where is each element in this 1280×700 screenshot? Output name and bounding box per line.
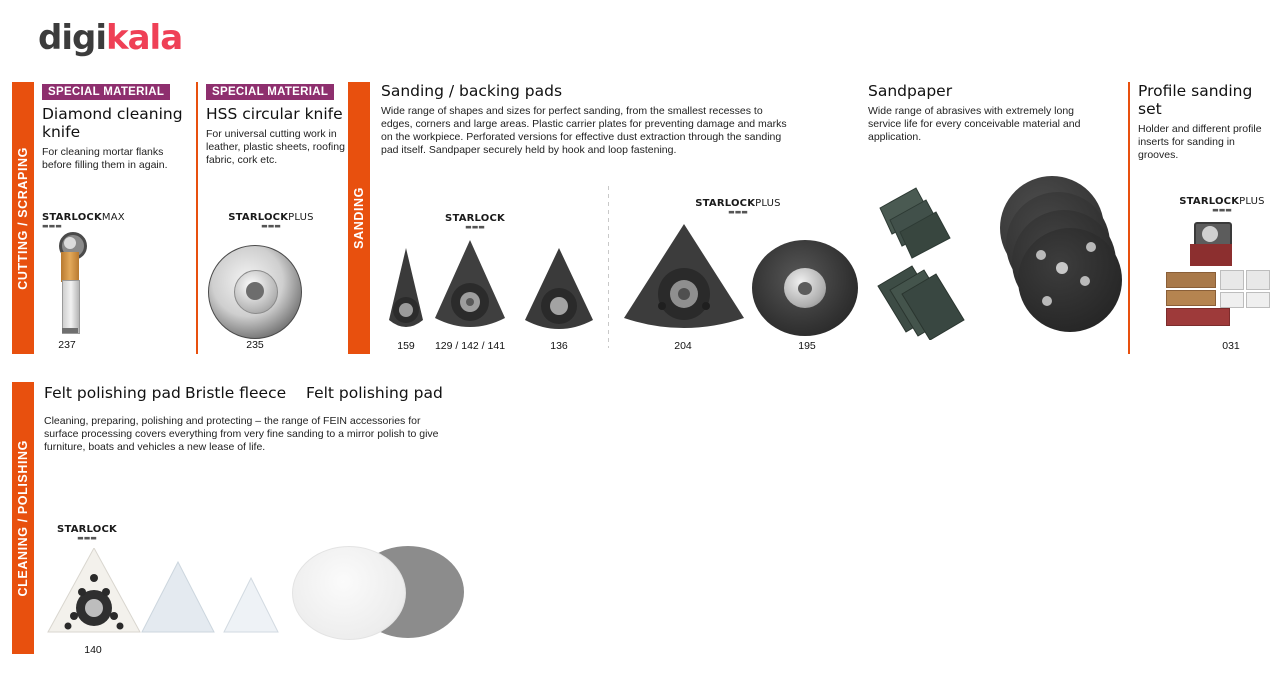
- sandpaper-sheets-shape: [872, 180, 1002, 340]
- image-diamond-cleaning-knife: [52, 232, 88, 334]
- title-bristle-fleece: Bristle fleece: [185, 384, 287, 402]
- divider-vertical-2: [1128, 82, 1130, 354]
- panel-hss-circular-knife: [206, 82, 346, 167]
- badge-starlock-1: [440, 213, 510, 231]
- badge-starlock-plus-1: [206, 212, 336, 230]
- number-136: 136: [550, 340, 568, 352]
- number-235: 235: [246, 339, 264, 351]
- panel-profile-sanding-set: [1138, 82, 1278, 162]
- badge-starlock-1-text: STARLOCK: [445, 213, 505, 224]
- rail-cutting-scraping-label: CUTTING / SCRAPING: [16, 146, 30, 290]
- number-031: 031: [1222, 340, 1240, 352]
- rail-sanding: [348, 82, 370, 354]
- number-204: 204: [674, 340, 692, 352]
- badge-starlock-max-mark: ▬▬▬: [42, 222, 62, 230]
- desc-sandpaper: Wide range of abrasives with extremely long service life for every conceivable material and application.: [868, 105, 1081, 143]
- image-sandpaper-sheets: [872, 180, 1002, 340]
- badge-starlock-plus-2-suffix: PLUS: [755, 198, 781, 209]
- image-profile-sanding-set: [1160, 222, 1278, 334]
- panel-diamond-cleaning-knife: [42, 82, 190, 172]
- badge-starlock-max-text: STARLOCK: [42, 212, 102, 223]
- divider-vertical-1: [196, 82, 198, 354]
- rail-cleaning-polishing: [12, 382, 34, 654]
- image-pad-195: [752, 240, 862, 336]
- image-sandpaper-discs: [1000, 176, 1124, 340]
- badge-starlock-plus-1-text: STARLOCK: [228, 212, 289, 223]
- badge-starlock-plus-2-text: STARLOCK: [695, 198, 756, 209]
- title-hss-circular-knife: HSS circular knife: [206, 105, 343, 123]
- logo-text-primary: digi: [38, 18, 106, 58]
- badge-starlock-2-text: STARLOCK: [57, 524, 117, 535]
- badge-starlock-max-suffix: MAX: [101, 212, 125, 223]
- panel-sandpaper: [868, 82, 1083, 144]
- image-hss-circular-knife: [208, 240, 308, 340]
- image-pad-140: [44, 548, 144, 640]
- digikala-logo: [38, 18, 182, 58]
- image-bristle-fleece-small: [222, 576, 280, 636]
- number-237: 237: [58, 339, 76, 351]
- badge-starlock-max: [42, 212, 152, 230]
- pad-140-shape: [44, 548, 144, 640]
- rail-sanding-label: SANDING: [352, 187, 366, 249]
- badge-starlock-plus-3-suffix: PLUS: [1239, 196, 1265, 207]
- image-bristle-fleece-large: [140, 560, 216, 636]
- title-sandpaper: Sandpaper: [868, 82, 953, 100]
- number-195: 195: [798, 340, 816, 352]
- badge-starlock-plus-2-mark: ▬▬▬: [728, 208, 748, 216]
- number-159: 159: [397, 340, 415, 352]
- badge-starlock-2: [52, 524, 122, 542]
- desc-profile-sanding-set: Holder and different profile inserts for sanding in grooves.: [1138, 123, 1262, 161]
- fleece-small-shape: [222, 576, 280, 636]
- number-140: 140: [84, 644, 102, 656]
- pad-136-shape: [521, 248, 597, 336]
- number-129-142-141: 129 / 142 / 141: [434, 340, 506, 352]
- image-felt-pad-white: [292, 546, 406, 640]
- badge-starlock-1-mark: ▬▬▬: [465, 223, 485, 231]
- tag-special-material-2: SPECIAL MATERIAL: [206, 84, 334, 100]
- divider-dashed-sanding: [608, 186, 609, 348]
- title-sanding-backing-pads: Sanding / backing pads: [381, 82, 563, 100]
- logo-text-secondary: kala: [105, 18, 183, 58]
- tag-special-material-1: SPECIAL MATERIAL: [42, 84, 170, 100]
- desc-hss-circular-knife: For universal cutting work in leather, plastic sheets, roofing fabric, cork etc.: [206, 128, 345, 166]
- title-diamond-cleaning-knife: Diamond cleaning knife: [42, 105, 183, 141]
- badge-starlock-plus-3: [1172, 196, 1272, 214]
- fleece-large-shape: [140, 560, 216, 636]
- rail-cutting-scraping: [12, 82, 34, 354]
- desc-cleaning-polishing: Cleaning, preparing, polishing and protecting – the range of FEIN accessories for surface processing covers everything from very fine sanding to a mirror polish to give furniture, boats and vehicles a new lease of life.: [44, 415, 439, 453]
- title-felt-polishing-pad-2: Felt polishing pad: [306, 384, 443, 402]
- pad-204-shape: [620, 224, 748, 336]
- image-pad-129-142-141: [431, 240, 509, 334]
- badge-starlock-plus-1-suffix: PLUS: [288, 212, 314, 223]
- image-pad-204: [620, 224, 748, 336]
- badge-starlock-plus-3-text: STARLOCK: [1179, 196, 1240, 207]
- badge-starlock-2-mark: ▬▬▬: [77, 534, 97, 542]
- badge-starlock-plus-1-mark: ▬▬▬: [261, 222, 281, 230]
- desc-sanding-backing-pads: Wide range of shapes and sizes for perfect sanding, from the smallest recesses to edges, corners and large areas. Plastic carrier plates for preventing damage and marks on the workpiece. Perforated versions for effective dust extraction through the sanding pad itself. Sandpaper securely held by hook and loop fastening.: [381, 105, 787, 156]
- image-pad-159: [383, 248, 429, 334]
- panel-sanding-backing-pads: [381, 82, 791, 157]
- title-profile-sanding-set: Profile sanding set: [1138, 82, 1253, 118]
- badge-starlock-plus-2: [688, 198, 788, 216]
- pad-159-shape: [383, 248, 429, 334]
- title-felt-polishing-pad-1: Felt polishing pad: [44, 384, 181, 402]
- badge-starlock-plus-3-mark: ▬▬▬: [1212, 206, 1232, 214]
- pad-129-shape: [431, 240, 509, 334]
- desc-diamond-cleaning-knife: For cleaning mortar flanks before filling them in again.: [42, 146, 168, 171]
- image-pad-136: [521, 248, 597, 336]
- rail-cleaning-polishing-label: CLEANING / POLISHING: [16, 439, 30, 597]
